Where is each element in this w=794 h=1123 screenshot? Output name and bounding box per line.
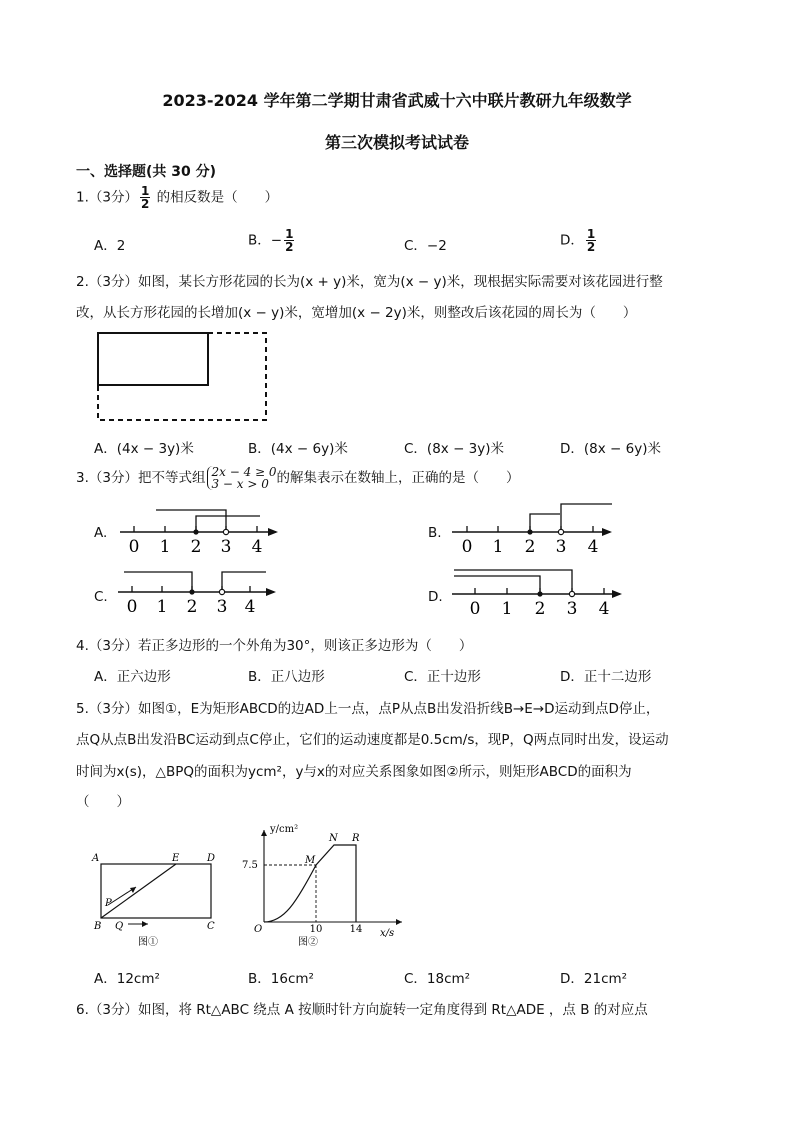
tick-label-0: 0 — [126, 597, 138, 617]
q5-figure-2-graph — [236, 818, 406, 950]
q2-option-a[interactable]: A．(4x − 3y)米 — [94, 441, 194, 457]
tick-label-2: 2 — [534, 599, 546, 619]
question-3-stem — [76, 466, 520, 490]
q5-option-b[interactable]: B．16cm² — [248, 971, 314, 987]
figure-1-caption: 图① — [138, 937, 158, 948]
q4-option-c[interactable]: C．正十边形 — [404, 669, 481, 685]
q3-option-b-label[interactable]: B. — [428, 525, 442, 541]
question-5-line2: 点Q从点B出发沿BC运动到点C停止，它们的运动速度都是0.5cm/s，现P，Q两点同时出发，设运动 — [76, 732, 669, 748]
section-heading: 一、选择题(共 30 分) — [76, 164, 217, 180]
solution-ray-1 — [156, 510, 226, 532]
segment-be — [101, 864, 176, 918]
y-tick-7-5: 7.5 — [242, 860, 258, 871]
q1-option-b-den: 2 — [285, 240, 294, 254]
q1-option-d-frac — [586, 228, 596, 253]
question-2-line1: 2.（3分）如图，某长方形花园的长为(x + y)米，宽为(x − y)米，现根据实际需要对该花园进行整 — [76, 274, 663, 290]
q1-option-b[interactable] — [248, 228, 296, 253]
question-6-line1: 6.（3分）如图，将 Rt△ABC 绕点 A 按顺时针方向旋转一定角度得到 Rt△ADE ，点 B 的对应点 — [76, 1002, 648, 1018]
q3-number-line-d[interactable] — [450, 564, 630, 620]
tick-label-3: 3 — [555, 537, 567, 556]
q1-option-a[interactable]: A．2 — [94, 238, 126, 254]
q1-frac-num: 1 — [140, 184, 150, 198]
q5-option-c[interactable]: C．18cm² — [404, 971, 471, 987]
q1-fraction — [140, 185, 150, 210]
tick-label-2: 2 — [190, 537, 202, 556]
question-4-stem: 4.（3分）若正多边形的一个外角为30°，则该正多边形为（ ） — [76, 638, 473, 654]
open-point — [219, 589, 224, 594]
label-o: O — [254, 924, 263, 935]
q1-option-d-den: 2 — [586, 240, 596, 254]
y-axis-label: y/cm² — [270, 824, 299, 835]
q1-option-c[interactable]: C．−2 — [404, 238, 447, 254]
label-m: M — [305, 855, 316, 866]
q5-figure-1-rectangle — [88, 845, 228, 950]
tick-label-2: 2 — [186, 597, 198, 617]
solution-ray-1 — [530, 514, 560, 532]
label-n: N — [329, 833, 338, 844]
solution-ray-1 — [454, 570, 572, 594]
label-d: D — [207, 853, 216, 864]
page-subtitle: 第三次模拟考试试卷 — [324, 133, 469, 152]
solid-point — [537, 591, 542, 596]
q3-number-line-c[interactable] — [116, 566, 281, 620]
solution-ray-2 — [454, 576, 540, 594]
q3-ineq-1: 2x − 4 ≥ 0 — [211, 465, 277, 479]
q2-extended-rect — [98, 333, 266, 420]
solid-point — [189, 589, 194, 594]
tick-label-2: 2 — [524, 537, 536, 556]
tick-label-4: 4 — [598, 599, 610, 619]
tick-label-3: 3 — [220, 537, 232, 556]
tick-label-4: 4 — [587, 537, 599, 556]
question-5-line1: 5.（3分）如图①，E为矩形ABCD的边AD上一点，点P从点B出发沿折线B→E→D运动到点D停止， — [76, 701, 660, 717]
question-1-stem — [76, 185, 278, 210]
q3-option-c-label[interactable]: C. — [94, 589, 108, 605]
tick-label-4: 4 — [251, 537, 263, 556]
q3-number-line-a[interactable] — [118, 504, 283, 556]
q1-option-d-label: D． — [560, 232, 584, 249]
tick-label-1: 1 — [501, 599, 513, 619]
q1-option-b-num: 1 — [285, 227, 294, 241]
question-5-line4: （ ） — [76, 794, 130, 810]
tick-label-0: 0 — [461, 537, 473, 556]
q3-number-line-b[interactable] — [450, 500, 620, 556]
label-e: E — [172, 853, 180, 864]
tick-label-4: 4 — [244, 597, 256, 617]
label-p: P — [105, 898, 112, 909]
rect-abcd — [101, 864, 211, 918]
q1-tail: 的相反数是（ ） — [152, 189, 279, 206]
open-point — [569, 591, 574, 596]
figure-2-caption: 图② — [298, 937, 318, 948]
q1-lead: 1.（3分） — [76, 189, 138, 206]
q1-option-d-num: 1 — [586, 227, 596, 241]
tick-label-3: 3 — [566, 599, 578, 619]
solution-ray-2 — [222, 572, 266, 592]
q2-option-d[interactable]: D．(8x − 6y)米 — [560, 441, 661, 457]
tick-label-1: 1 — [492, 537, 504, 556]
x-axis-label: x/s — [380, 928, 395, 939]
label-c: C — [207, 921, 215, 932]
q3-tail: 的解集表示在数轴上，正确的是（ ） — [276, 470, 520, 486]
tick-label-0: 0 — [469, 599, 481, 619]
axis-arrow-icon — [602, 528, 612, 536]
axis-arrow-icon — [612, 590, 622, 598]
y-axis-arrow-icon — [261, 830, 267, 836]
tick-label-1: 1 — [159, 537, 171, 556]
label-q: Q — [115, 921, 124, 932]
question-2-line2: 改，从长方形花园的长增加(x − y)米，宽增加(x − 2y)米，则整改后该花园的周长为（ ） — [76, 305, 637, 321]
solid-point — [193, 529, 198, 534]
x-tick-14: 14 — [349, 924, 363, 935]
tick-label-3: 3 — [216, 597, 228, 617]
axis-arrow-icon — [266, 588, 276, 596]
arrow-q-icon — [142, 921, 148, 927]
q3-option-d-label[interactable]: D. — [428, 589, 443, 605]
q5-option-d[interactable]: D．21cm² — [560, 971, 628, 987]
tick-label-0: 0 — [128, 537, 140, 556]
label-b: B — [94, 921, 102, 932]
open-point — [558, 529, 563, 534]
question-5-line3: 时间为x(s)，△BPQ的面积为ycm²，y与x的对应关系图象如图②所示，则矩形ABCD的面积为 — [76, 764, 632, 780]
q4-option-d[interactable]: D．正十二边形 — [560, 669, 652, 685]
q5-option-a[interactable]: A．12cm² — [94, 971, 160, 987]
label-a: A — [92, 853, 100, 864]
q3-option-a-label[interactable]: A. — [94, 525, 108, 541]
q2-garden-figure — [90, 326, 275, 426]
q3-lead: 3.（3分）把不等式组 — [76, 470, 206, 486]
q2-option-b[interactable]: B．(4x − 6y)米 — [248, 441, 348, 457]
solid-point — [527, 529, 532, 534]
q1-option-b-sign: − — [270, 232, 283, 249]
q4-option-a[interactable]: A．正六边形 — [94, 669, 171, 685]
q3-ineq-2: 3 − x > 0 — [211, 477, 269, 491]
axis-arrow-icon — [268, 528, 278, 536]
q4-option-b[interactable]: B．正八边形 — [248, 669, 325, 685]
q1-frac-den: 2 — [140, 197, 150, 211]
q1-option-d[interactable] — [560, 228, 598, 253]
x-axis-arrow-icon — [396, 919, 402, 925]
q1-option-b-label: B． — [248, 232, 271, 249]
q2-original-rect — [98, 333, 208, 385]
solution-ray-1 — [124, 572, 192, 592]
open-point — [223, 529, 228, 534]
q1-option-b-frac — [284, 228, 294, 253]
tick-label-1: 1 — [156, 597, 168, 617]
solution-ray-2 — [561, 504, 612, 532]
q3-inequality-system — [207, 466, 276, 490]
x-tick-10: 10 — [309, 924, 323, 935]
label-r: R — [352, 833, 360, 844]
q2-option-c[interactable]: C．(8x − 3y)米 — [404, 441, 505, 457]
page-title: 2023-2024 学年第二学期甘肃省武威十六中联片教研九年级数学 — [162, 91, 632, 110]
